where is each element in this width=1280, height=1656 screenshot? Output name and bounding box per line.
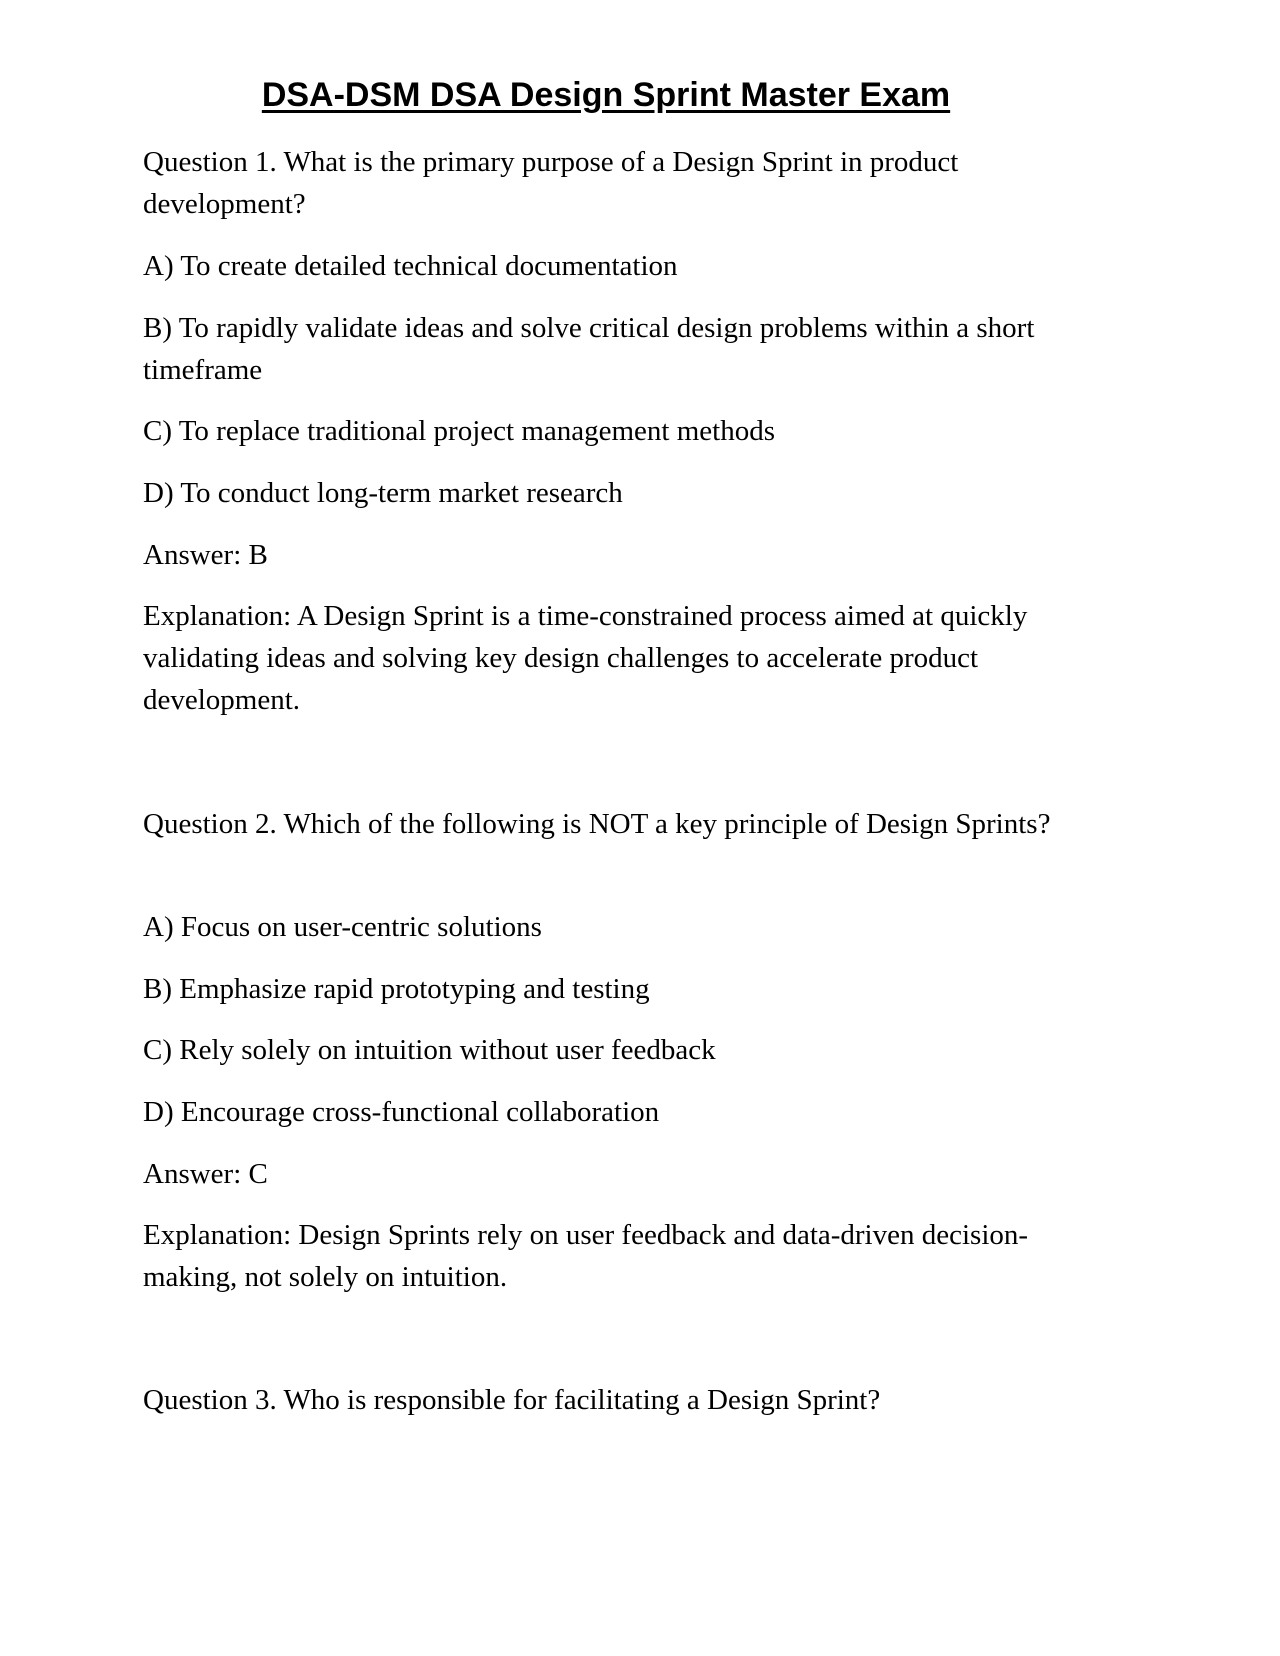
question-2-answer: Answer: C [143,1158,268,1190]
question-1-explanation: Explanation: A Design Sprint is a time-constrained process aimed at quickly validating ideas and solving key design challenges to accelerate product development. [143,600,1028,716]
question-2-option-c: C) Rely solely on intuition without user feedback [143,1034,716,1066]
question-1-option-d: D) To conduct long-term market research [143,477,623,509]
question-1-text: Question 1. What is the primary purpose of a Design Sprint in product development? [143,146,959,220]
question-2-explanation: Explanation: Design Sprints rely on user feedback and data-driven decision-making, not solely on intuition. [143,1219,1029,1293]
document-title: DSA-DSM DSA Design Sprint Master Exam [261,76,951,114]
question-2-option-d: D) Encourage cross-functional collaboration [143,1096,660,1128]
question-2-text: Question 2. Which of the following is NOT a key principle of Design Sprints? [143,808,1051,840]
question-2-option-a: A) Focus on user-centric solutions [143,911,542,943]
question-1-answer: Answer: B [143,539,268,571]
question-3-text: Question 3. Who is responsible for facilitating a Design Sprint? [143,1384,881,1416]
question-2-option-b: B) Emphasize rapid prototyping and testing [143,973,650,1005]
question-1-option-b: B) To rapidly validate ideas and solve critical design problems within a short timeframe [143,312,1035,386]
question-1-option-a: A) To create detailed technical documentation [143,250,678,282]
question-1-option-c: C) To replace traditional project management methods [143,415,775,447]
